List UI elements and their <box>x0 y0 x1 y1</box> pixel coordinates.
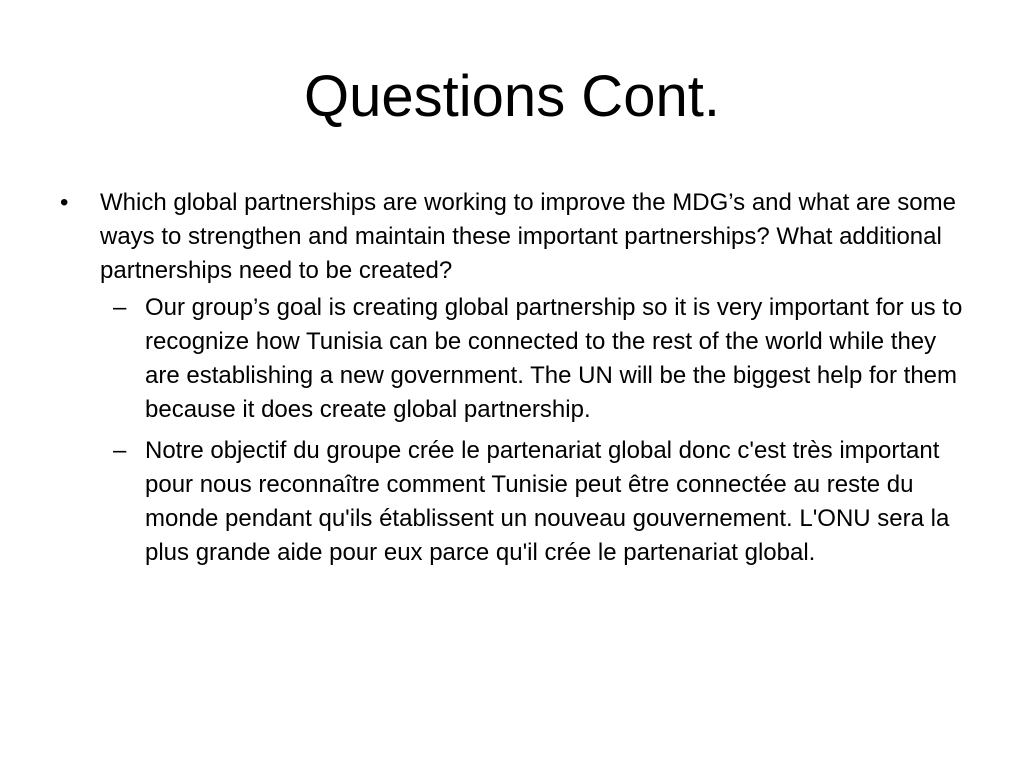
sub-bullet-item <box>56 434 976 570</box>
sub-bullet-text-english: Our group’s goal is creating global partnership so it is very important for us to recognize how Tunisia can be connected to the rest of the world while they are establishing a new government. The UN will be the biggest help for them because it does create global partnership. <box>145 294 963 423</box>
bullet-marker: • <box>60 189 69 216</box>
slide-title: Questions Cont. <box>304 64 720 129</box>
bullet-text: Which global partnerships are working to improve the MDG’s and what are some ways to strengthen and maintain these important partnerships? What additional partnerships need to be created? <box>100 189 956 284</box>
slide-content <box>56 186 976 577</box>
sub-bullet-list <box>56 291 976 570</box>
sub-bullet-text-french: Notre objectif du groupe crée le partenariat global donc c'est très important pour nous reconnaître comment Tunisie peut être connectée au reste du monde pendant qu'ils établissent un nouveau gouvernement. L'ONU sera la plus grande aide pour eux parce qu'il crée le partenariat global. <box>145 437 950 566</box>
sub-bullet-marker: – <box>113 294 127 321</box>
sub-bullet-item <box>56 291 976 427</box>
sub-bullet-marker: – <box>113 437 127 464</box>
bullet-item <box>56 186 976 288</box>
